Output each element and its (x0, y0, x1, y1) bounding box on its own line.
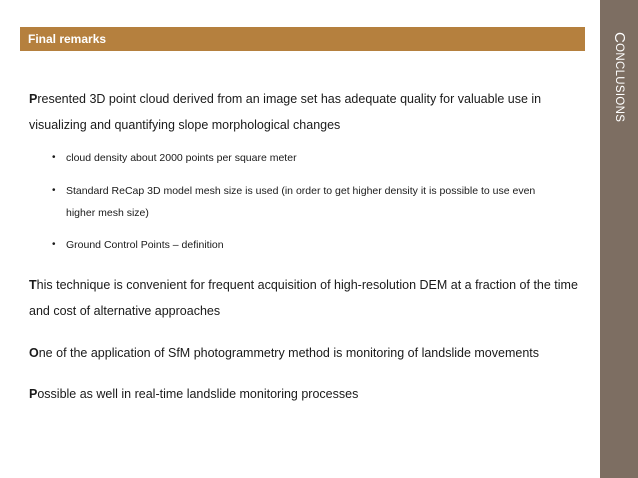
paragraph-text: resented 3D point cloud derived from an image set has adequate quality for valuable use in visualizing and quantifying slope morphological changes (29, 92, 542, 132)
bullet-item-mesh-size (52, 180, 562, 224)
paragraph-technique (29, 272, 589, 324)
slide-heading: Final remarks (28, 32, 107, 46)
bullet-icon: • (52, 185, 56, 196)
paragraph-initial: O (29, 346, 39, 360)
paragraph-initial: P (29, 387, 38, 401)
paragraph-text: ne of the application of SfM photogrammetry method is monitoring of landslide movements (38, 346, 539, 360)
paragraph-text: his technique is convenient for frequent acquisition of high-resolution DEM at a fraction of the time and cost of alternative approaches (29, 278, 578, 318)
bullet-icon: • (52, 152, 56, 163)
paragraph-realtime (29, 381, 589, 407)
bullet-text: Standard ReCap 3D model mesh size is used (in order to get higher density it is possible to use even higher mesh size) (66, 185, 536, 219)
bullet-item-cloud-density (52, 147, 562, 169)
paragraph-initial: P (29, 92, 38, 106)
section-title (608, 32, 630, 132)
section-title-initial: C (611, 32, 628, 44)
paragraph-sfm (29, 340, 589, 366)
paragraph-initial: T (29, 278, 37, 292)
bullet-icon: • (52, 239, 56, 250)
bullet-text: Ground Control Points – definition (66, 239, 224, 251)
bullet-text: cloud density about 2000 points per square meter (66, 152, 297, 164)
paragraph-text: ossible as well in real-time landslide monitoring processes (37, 387, 359, 401)
section-title-rest: ONCLUSIONS (613, 43, 625, 123)
paragraph-point-cloud (29, 86, 589, 138)
bullet-item-gcp (52, 234, 562, 256)
slide-heading-banner (20, 27, 585, 51)
